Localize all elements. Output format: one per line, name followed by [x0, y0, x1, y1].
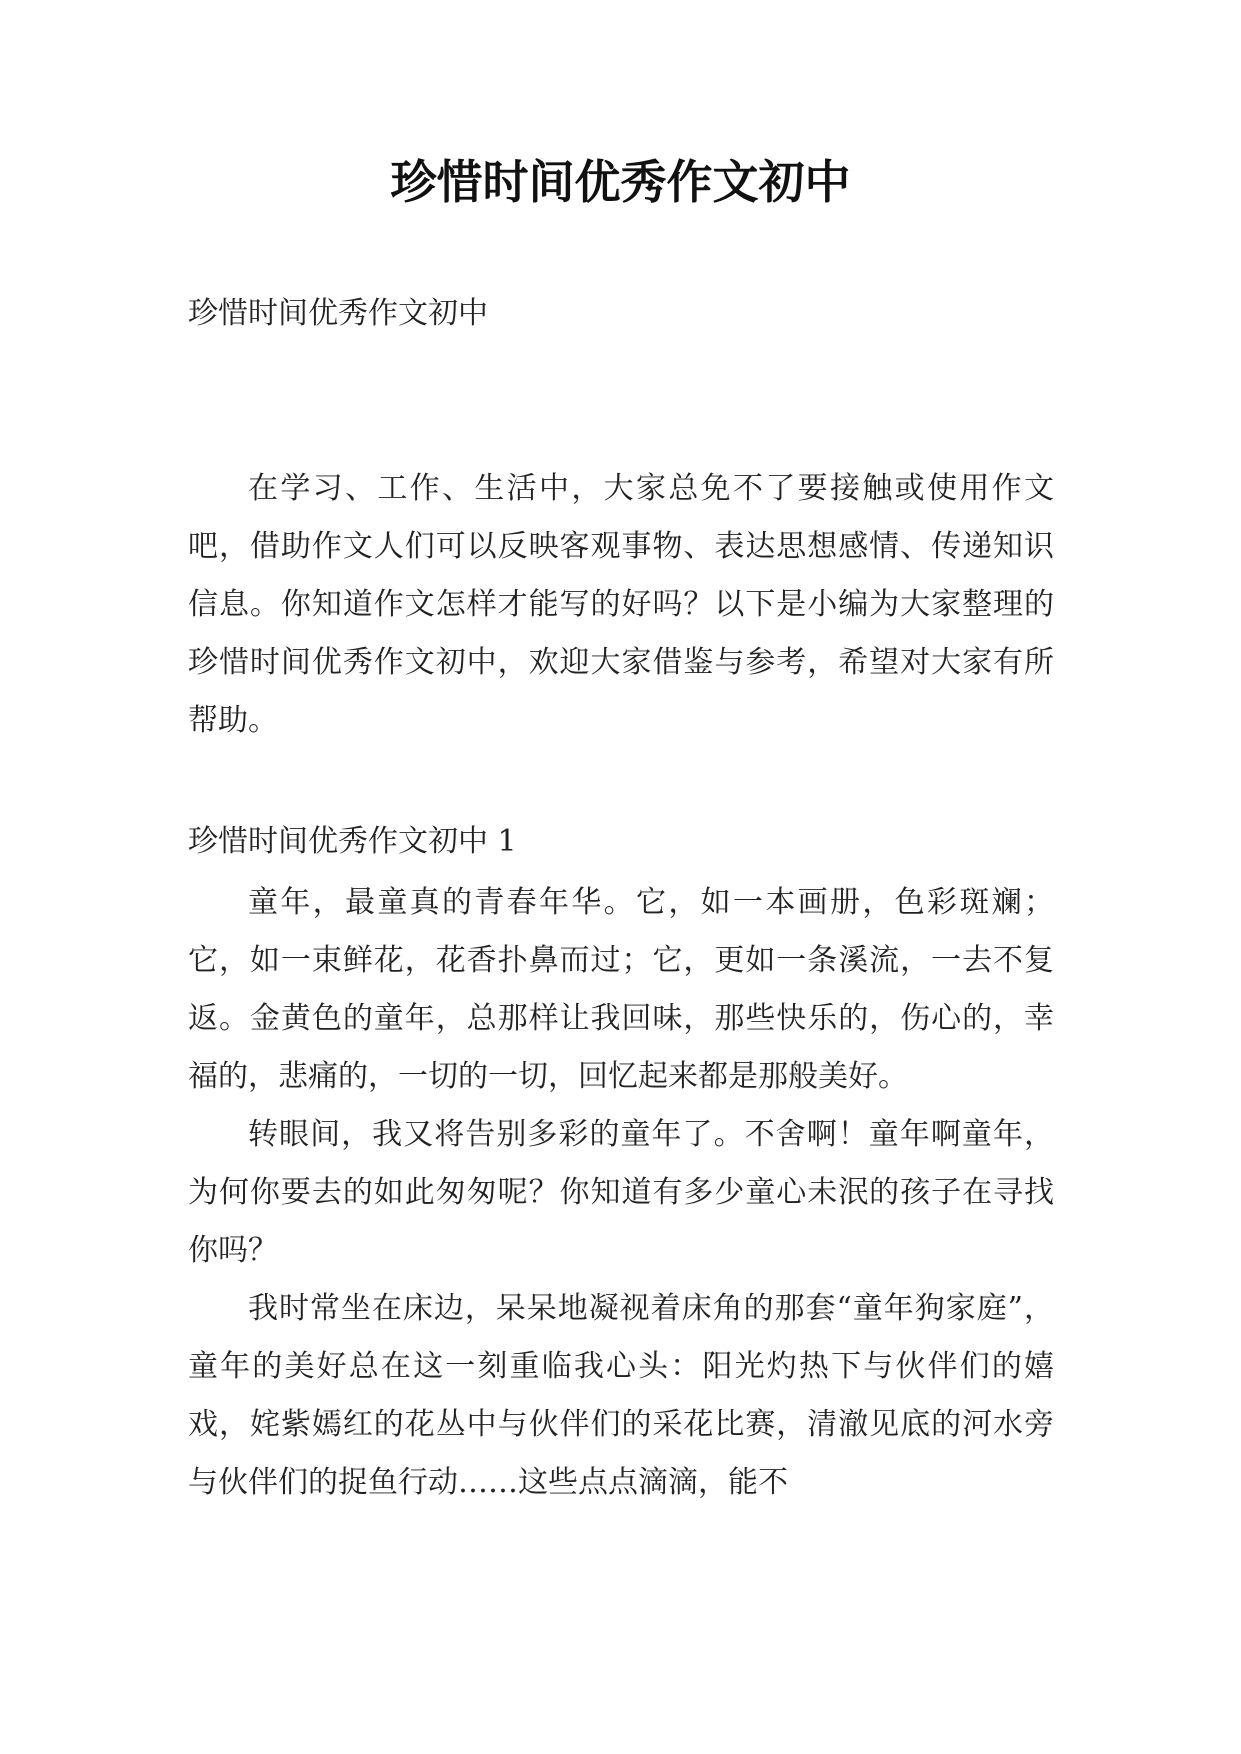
story-paragraph-1: 童年，最童真的青春年华。它，如一本画册，色彩斑斓；它，如一束鲜花，花香扑鼻而过；它，更如一条溪流，一去不复返。金黄色的童年，总那样让我回味，那些快乐的，伤心的，幸福的，悲痛的，一切的一切，回忆起来都是那般美好。	[188, 885, 1054, 1094]
document-title: 珍惜时间优秀作文初中	[390, 155, 851, 209]
story-paragraph-3: 我时常坐在床边，呆呆地凝视着床角的那套“童年狗家庭”，童年的美好总在这一刻重临我心头：阳光灼热下与伙伴们的嬉戏，姹紫嫣红的花丛中与伙伴们的采花比赛，清澈见底的河水旁与伙伴们的捉鱼行动……这些点点滴滴，能不	[188, 1291, 1054, 1500]
story-section	[188, 874, 1054, 1512]
document-subtitle: 珍惜时间优秀作文初中	[188, 296, 488, 331]
intro-section	[188, 460, 1054, 750]
story-paragraph-2: 转眼间，我又将告别多彩的童年了。不舍啊！童年啊童年，为何你要去的如此匆匆呢？你知道有多少童心未泯的孩子在寻找你吗？	[188, 1117, 1054, 1268]
intro-paragraph: 在学习、工作、生活中，大家总免不了要接触或使用作文吧，借助作文人们可以反映客观事物、表达思想感情、传递知识信息。你知道作文怎样才能写的好吗？以下是小编为大家整理的珍惜时间优秀作文初中，欢迎大家借鉴与参考，希望对大家有所帮助。	[188, 471, 1054, 738]
section-heading: 珍惜时间优秀作文初中 1	[188, 824, 517, 859]
